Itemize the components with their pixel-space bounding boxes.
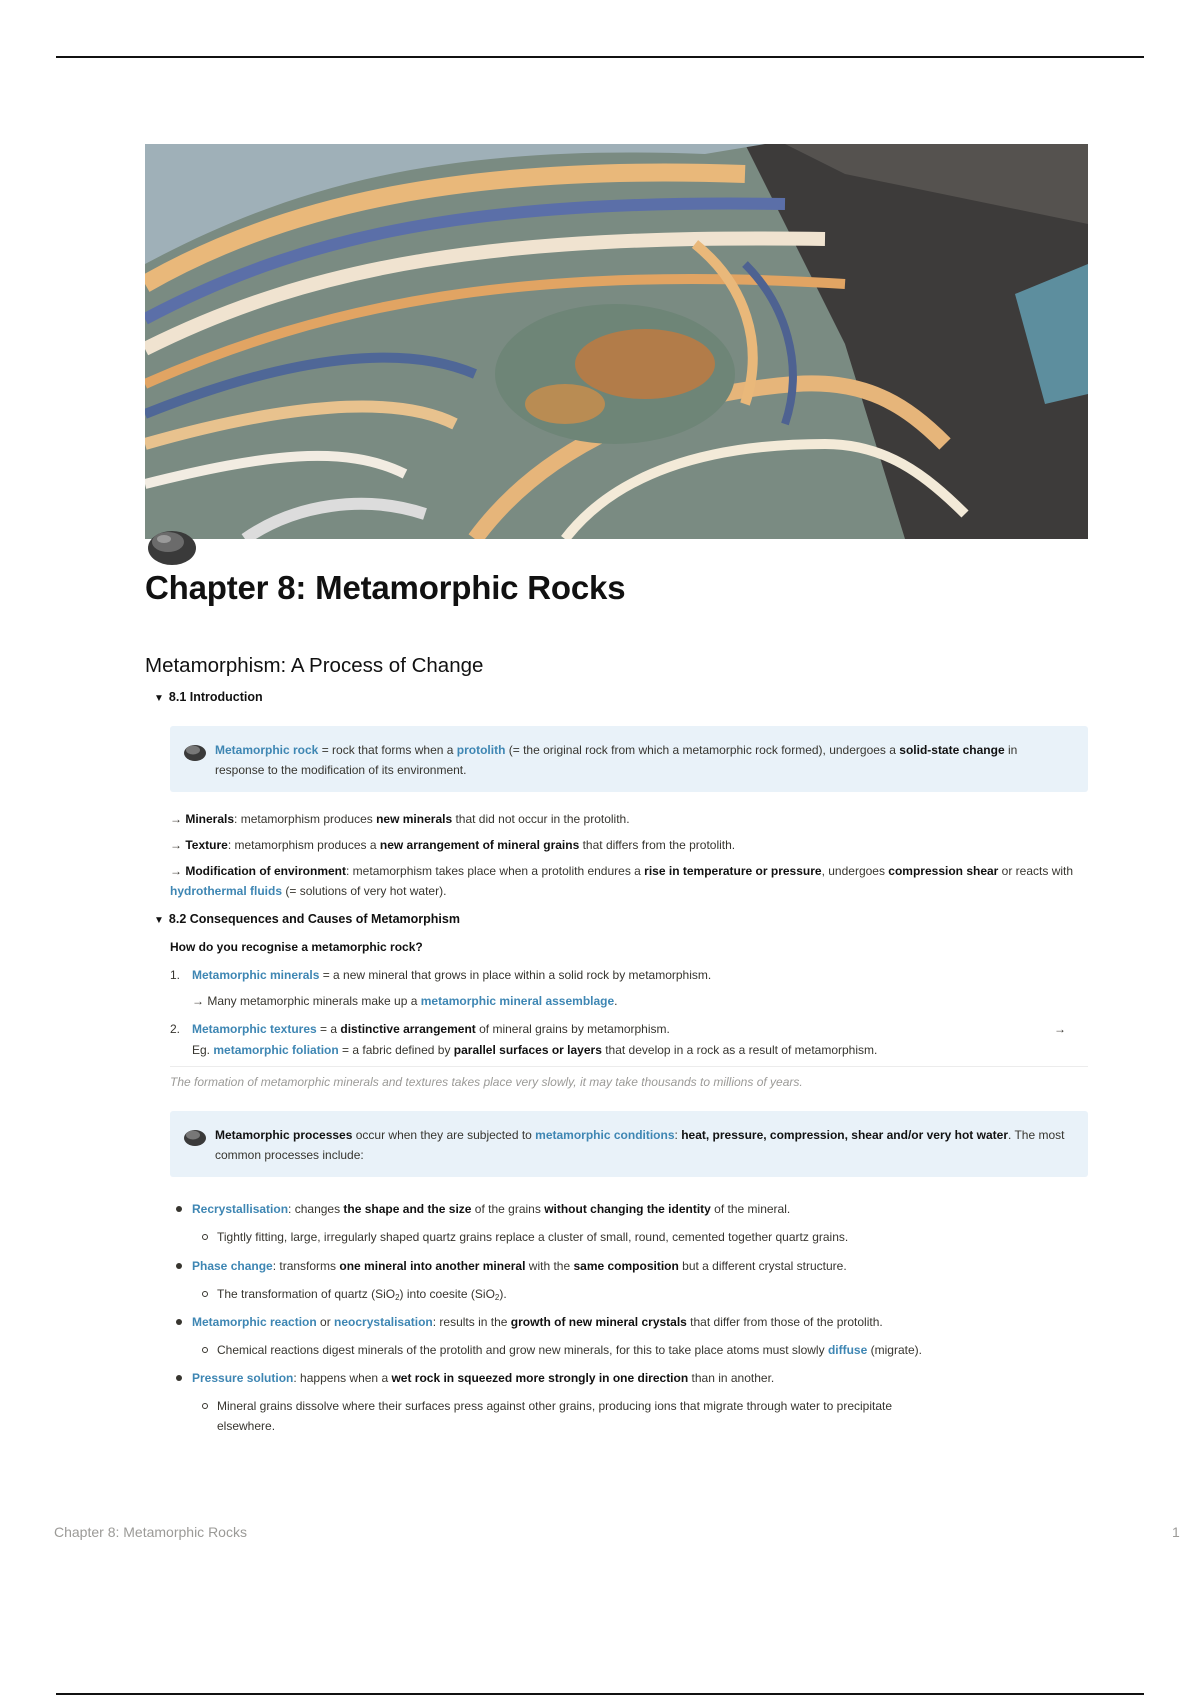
text: but a different crystal structure. (678, 1259, 847, 1273)
text-bold: new minerals (376, 812, 453, 826)
bullet-dot (176, 1263, 182, 1269)
bullet-dot (176, 1206, 182, 1212)
list-number: 1. (170, 968, 181, 982)
sub-list-item-line-2: elsewhere. (217, 1419, 276, 1433)
list-item-phase-change (192, 1256, 847, 1276)
text: : metamorphism produces (234, 812, 377, 826)
sub-list-item (217, 1340, 922, 1360)
link-metamorphic-textures[interactable]: Metamorphic textures (192, 1022, 317, 1036)
toggle-label: 8.2 Consequences and Causes of Metamorphism (168, 912, 460, 926)
bottom-rule (56, 1693, 1144, 1695)
text: that differs from the protolith. (579, 838, 736, 852)
subscript: 2 (395, 1293, 400, 1302)
text: than in another. (688, 1371, 775, 1385)
callout-metamorphic-rock (170, 726, 1088, 792)
sub-bullet-circle (202, 1347, 208, 1353)
bullet-dot (176, 1319, 182, 1325)
link-phase-change[interactable]: Phase change (192, 1259, 273, 1273)
page-number: 1 (1172, 1524, 1180, 1540)
link-hydrothermal-fluids[interactable]: hydrothermal fluids (170, 884, 283, 898)
text-bold: solid-state change (899, 743, 1005, 757)
minerals-line (170, 809, 630, 829)
sub-bullet-circle (202, 1234, 208, 1240)
link-protolith[interactable]: protolith (456, 743, 506, 757)
link-diffuse[interactable]: diffuse (827, 1343, 868, 1357)
text: : (674, 1128, 682, 1142)
text: . (614, 994, 618, 1008)
text-bold: wet rock in squeezed more strongly in one direction (391, 1371, 689, 1385)
label: Minerals (185, 812, 235, 826)
toggle-triangle-icon[interactable]: ▼ (154, 693, 164, 704)
text: : metamorphism produces a (227, 838, 380, 852)
text: , undergoes (821, 864, 889, 878)
rock-icon (146, 520, 198, 566)
link-metamorphic-mineral-assemblage[interactable]: metamorphic mineral assemblage (420, 994, 615, 1008)
text-bold: new arrangement of mineral grains (379, 838, 580, 852)
divider (170, 1066, 1088, 1067)
arrow-icon: → (1054, 1022, 1066, 1036)
link-metamorphic-reaction[interactable]: Metamorphic reaction (192, 1315, 317, 1329)
text: (= solutions of very hot water). (282, 884, 447, 898)
link-pressure-solution[interactable]: Pressure solution (192, 1371, 294, 1385)
text: = rock that forms when a (318, 743, 457, 757)
texture-line (170, 835, 735, 855)
text: ). (499, 1287, 507, 1301)
link-metamorphic-rock[interactable]: Metamorphic rock (215, 743, 319, 757)
link-recrystallisation[interactable]: Recrystallisation (192, 1202, 289, 1216)
text: or (316, 1315, 335, 1329)
text: = a new mineral that grows in place within a solid rock by metamorphism. (319, 968, 712, 982)
cover-image (145, 144, 1088, 539)
link-metamorphic-minerals[interactable]: Metamorphic minerals (192, 968, 320, 982)
toggle-label: 8.1 Introduction (168, 690, 263, 704)
footer-title: Chapter 8: Metamorphic Rocks (54, 1524, 247, 1540)
text-bold: same composition (573, 1259, 679, 1273)
list-item-2-example (192, 1040, 877, 1060)
text: that did not occur in the protolith. (452, 812, 630, 826)
text: The transformation of quartz (SiO (217, 1287, 396, 1301)
text: of mineral grains by metamorphism. (475, 1022, 670, 1036)
text-bold: without changing the identity (544, 1202, 711, 1216)
text: that differ from those of the protolith. (686, 1315, 883, 1329)
sub-bullet-circle (202, 1403, 208, 1409)
bullet-dot (176, 1375, 182, 1381)
text: of the grains (471, 1202, 545, 1216)
text: (migrate). (867, 1343, 922, 1357)
list-item-pressure-solution (192, 1368, 774, 1388)
text-bold: distinctive arrangement (340, 1022, 476, 1036)
text: = a (316, 1022, 341, 1036)
text-bold: growth of new mineral crystals (510, 1315, 687, 1329)
sub-list-item: Tightly fitting, large, irregularly shaped quartz grains replace a cluster of small, round, cemented together quartz grains. (217, 1230, 849, 1244)
callout-metamorphic-processes (170, 1111, 1088, 1177)
subscript: 2 (494, 1293, 500, 1302)
text-bold: rise in temperature or pressure (644, 864, 822, 878)
text: → Many metamorphic minerals make up a (192, 994, 421, 1008)
text-bold: the shape and the size (343, 1202, 472, 1216)
link-neocrystalisation[interactable]: neocrystalisation (334, 1315, 433, 1329)
list-item-1-detail (192, 991, 618, 1011)
text-bold: Metamorphic processes (215, 1128, 353, 1142)
text: Chemical reactions digest minerals of the protolith and grow new minerals, for this to take place atoms must slowly (217, 1343, 828, 1357)
text: : metamorphism takes place when a protolith endures a (346, 864, 645, 878)
text: : results in the (432, 1315, 511, 1329)
rock-icon (183, 740, 207, 762)
text: . The most common processes include: (215, 1128, 1065, 1162)
text-bold: heat, pressure, compression, shear and/or very hot water (681, 1128, 1008, 1142)
arrow: → (170, 864, 186, 878)
text-bold: compression shear (888, 864, 999, 878)
list-item-metamorphic-reaction (192, 1312, 883, 1332)
text: in response to the modification of its environment. (215, 743, 1018, 777)
text: Eg. (192, 1043, 214, 1057)
link-metamorphic-conditions[interactable]: metamorphic conditions (535, 1128, 675, 1142)
text: : happens when a (293, 1371, 392, 1385)
label: Modification of environment (185, 864, 347, 878)
top-rule (56, 56, 1144, 58)
link-metamorphic-foliation[interactable]: metamorphic foliation (213, 1043, 339, 1057)
text: that develop in a rock as a result of metamorphism. (601, 1043, 878, 1057)
text: : changes (288, 1202, 344, 1216)
text: with the (525, 1259, 574, 1273)
text: (= the original rock from which a metamorphic rock formed), undergoes a (505, 743, 900, 757)
list-item-2 (170, 1019, 670, 1039)
italic-note: The formation of metamorphic minerals and textures takes place very slowly, it may take thousands to millions of years. (170, 1075, 803, 1089)
text: : transforms (272, 1259, 340, 1273)
list-number: 2. (170, 1022, 181, 1036)
toggle-8-1[interactable] (154, 690, 263, 704)
text: or reacts with (998, 864, 1074, 878)
text: of the mineral. (710, 1202, 791, 1216)
text: = a fabric defined by (338, 1043, 454, 1057)
text: ) into coesite (SiO (399, 1287, 495, 1301)
text-bold: parallel surfaces or layers (453, 1043, 602, 1057)
toggle-triangle-icon[interactable]: ▼ (154, 915, 164, 926)
page-title: Chapter 8: Metamorphic Rocks (145, 569, 626, 606)
sub-bullet-circle (202, 1291, 208, 1297)
label: Texture (185, 838, 228, 852)
list-item-1 (170, 965, 711, 985)
text-bold: one mineral into another mineral (339, 1259, 526, 1273)
arrow: → (170, 812, 186, 826)
sub-list-item (217, 1284, 507, 1308)
sub-list-item-line-1: Mineral grains dissolve where their surfaces press against other grains, producing ions that migrate through water to precipitate (217, 1399, 893, 1413)
list-item-recrystallisation (192, 1199, 790, 1219)
arrow: → (170, 838, 186, 852)
section-heading: Metamorphism: A Process of Change (145, 654, 484, 677)
environment-line (170, 861, 1088, 901)
rock-icon (183, 1125, 207, 1147)
question: How do you recognise a metamorphic rock? (170, 940, 423, 954)
toggle-8-2[interactable] (154, 912, 460, 926)
text: occur when they are subjected to (352, 1128, 536, 1142)
